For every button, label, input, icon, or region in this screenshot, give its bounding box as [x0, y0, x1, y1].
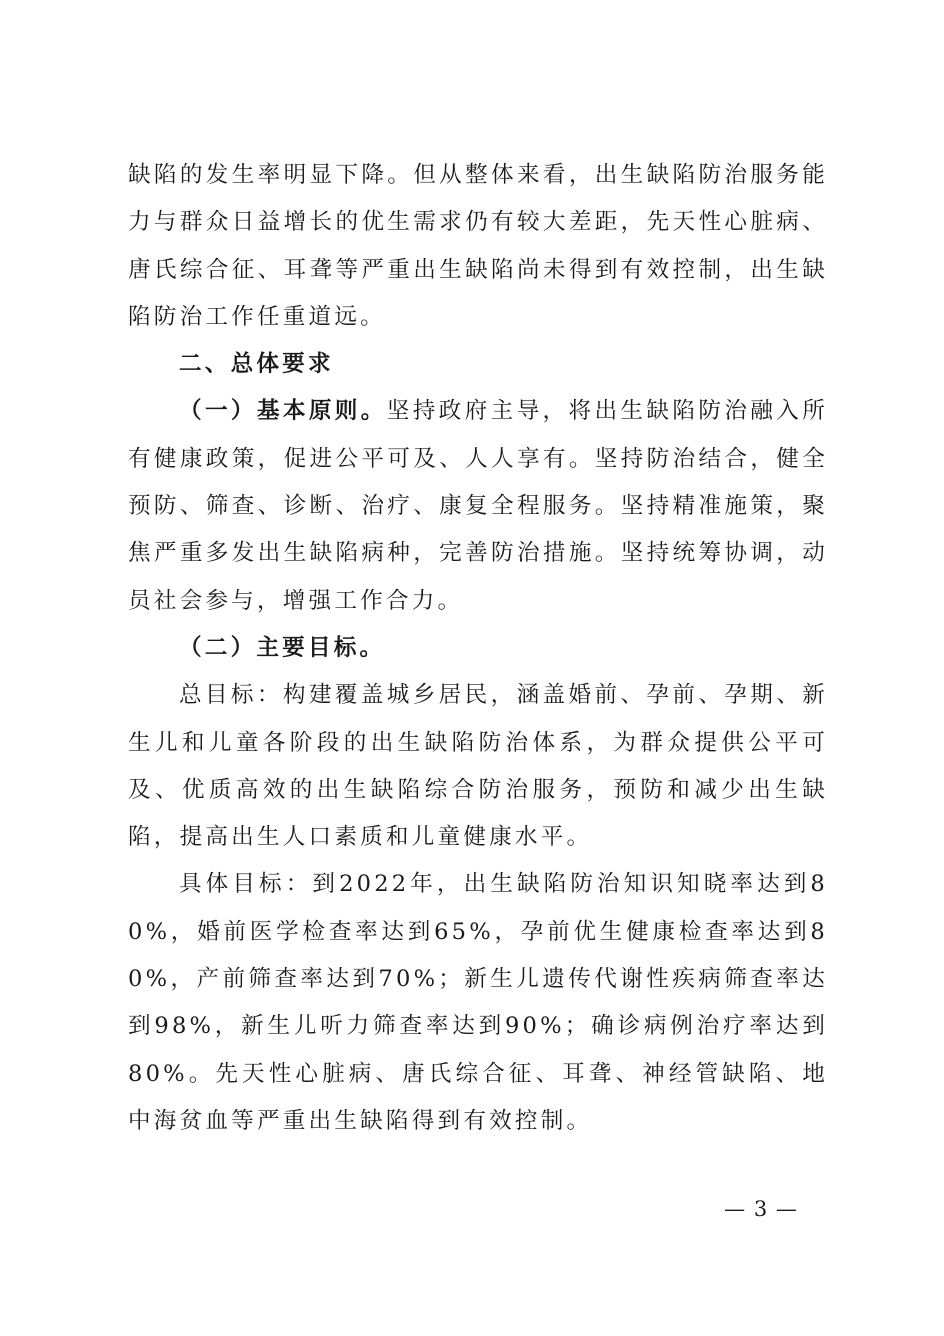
section-heading-general-requirements: 二、总体要求 — [179, 351, 334, 378]
paragraph-continuation: 缺陷的发生率明显下降。但从整体来看，出生缺陷防治服务能力与群众日益增长的优生需求仍有较大差距，先天性心脏病、唐氏综合征、耳聋等严重出生缺陷尚未得到有效控制，出生缺陷防治工作任重道远。 — [128, 162, 828, 330]
document-body — [128, 152, 828, 1145]
paragraph-overall-goal: 总目标：构建覆盖城乡居民，涵盖婚前、孕前、孕期、新生儿和儿童各阶段的出生缺陷防治体系，为群众提供公平可及、优质高效的出生缺陷综合防治服务，预防和减少出生缺陷，提高出生人口素质和儿童健康水平。 — [128, 682, 828, 851]
paragraph-basic-principles — [128, 388, 828, 624]
subheading-main-goals: （二）主要目标。 — [179, 634, 386, 661]
paragraph-main-goals-heading — [128, 625, 828, 672]
basic-principles-text: 坚持政府主导，将出生缺陷防治融入所有健康政策，促进公平可及、人人享有。坚持防治结合，健全预防、筛查、诊断、治疗、康复全程服务。坚持精准施策，聚焦严重多发出生缺陷病种，完善防治措施。坚持统筹协调，动员社会参与，增强工作合力。 — [128, 398, 828, 614]
page-number: — 3 — — [724, 1197, 798, 1221]
subheading-basic-principles: （一）基本原则。 — [179, 398, 387, 425]
paragraph-specific-goals: 具体目标：到2022年，出生缺陷防治知识知晓率达到80%，婚前医学检查率达到65%，孕前优生健康检查率达到80%，产前筛查率达到70%；新生儿遗传代谢性疾病筛查率达到98%，新生儿听力筛查率达到90%；确诊病例治疗率达到80%。先天性心脏病、唐氏综合征、耳聋、神经管缺陷、地中海贫血等严重出生缺陷得到有效控制。 — [128, 871, 828, 1134]
